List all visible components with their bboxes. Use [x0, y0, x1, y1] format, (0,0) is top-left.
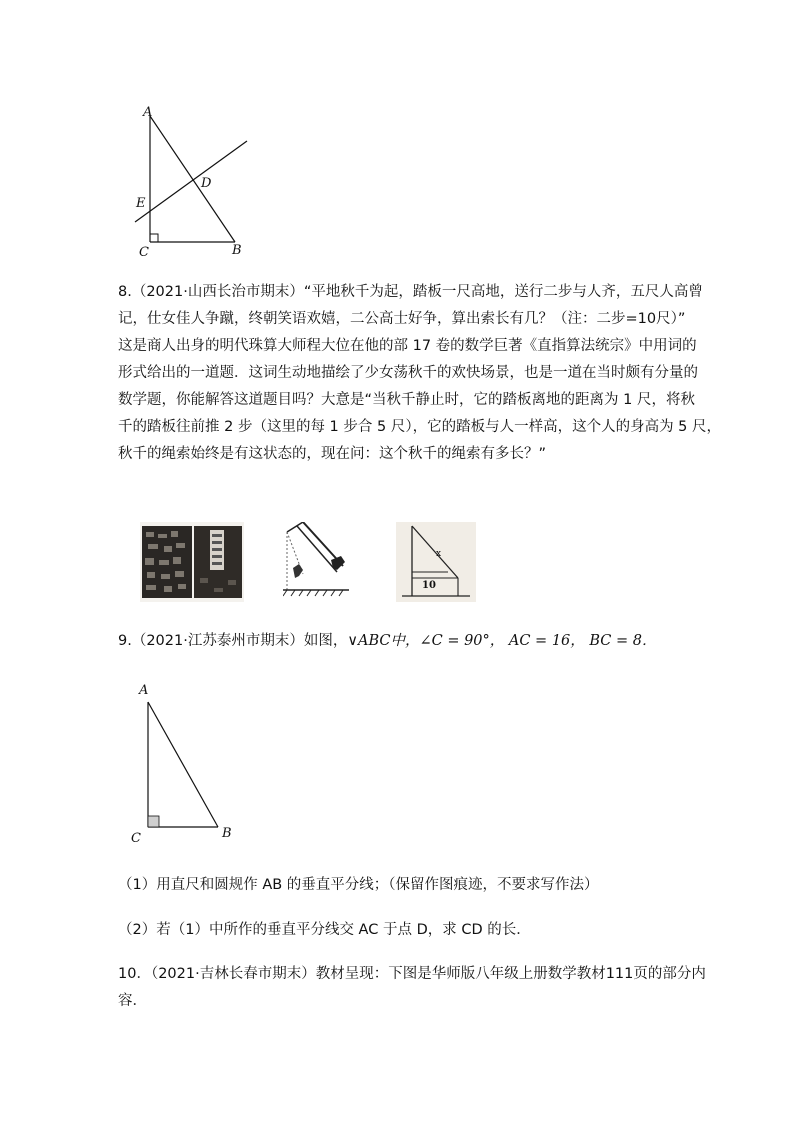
line-de — [135, 141, 247, 222]
right-angle-mark-2 — [148, 816, 159, 827]
q9-stem-prefix: 9.（2021·江苏泰州市期末）如图， — [118, 633, 348, 649]
q9-stem-math: ∨ABC中，∠C = 90°， AC = 16， BC = 8． — [347, 633, 657, 649]
label-e: E — [136, 196, 146, 211]
segment-ab — [150, 116, 235, 242]
question-9-part-1: （1）用直尺和圆规作 AB 的垂直平分线；（保留作图痕迹，不要求写作法） — [118, 877, 599, 893]
label-a-2: A — [139, 683, 149, 698]
diagram-label-10: 10 — [422, 580, 436, 591]
label-b-2: B — [222, 826, 232, 841]
q10-line: 10．（2021·吉林长春市期末）教材呈现：下图是华师版八年级上册数学教材111页的部分内 — [118, 966, 706, 982]
question-8 — [118, 279, 722, 468]
q10-line: 容． — [118, 993, 147, 1009]
swing-illustration — [283, 522, 353, 602]
q8-line: 这是商人出身的明代珠算大师程大位在他的部 17 卷的数学巨著《直指算法统宗》中用词的 — [118, 338, 697, 354]
figure-triangle-ade — [125, 100, 265, 265]
q8-line: 8.（2021·山西长治市期末）“平地秋千为起，踏板一尺高地，送行二步与人齐，五尺人高曾 — [118, 284, 703, 300]
question-9-part-2: （2）若（1）中所作的垂直平分线交 AC 于点 D，求 CD 的长． — [118, 922, 531, 938]
book-photo — [140, 522, 244, 602]
label-c: C — [139, 245, 149, 260]
label-d: D — [201, 176, 212, 191]
label-c-2: C — [131, 831, 141, 846]
q8-line: 数学题，你能解答这道题目吗？大意是“当秋千静止时，它的踏板离地的距离为 1 尺，将秋 — [118, 392, 695, 408]
swing-geometry-diagram — [396, 522, 476, 602]
figure-triangle-abc — [125, 680, 245, 850]
question-10 — [118, 961, 706, 1015]
question-9-stem — [118, 628, 688, 655]
right-angle-mark — [150, 234, 158, 242]
q8-line: 千的踏板往前推 2 步（这里的每 1 步合 5 尺），它的踏板与人一样高，这个人的身高为 5 尺， — [118, 419, 722, 435]
q8-line: 秋千的绳索始终是有这状态的，现在问：这个秋千的绳索有多长？” — [118, 446, 547, 462]
segment-ab-2 — [148, 702, 218, 827]
diagram-label-x: x — [436, 549, 442, 559]
label-b: B — [232, 243, 242, 258]
q8-line: 记，仕女佳人争蹴，终朝笑语欢嬉，二公高士好争，算出索长有几？（注：二步=10尺）” — [118, 311, 686, 327]
label-a: A — [143, 105, 153, 120]
q8-line: 形式给出的一道题．这词生动地描绘了少女荡秋千的欢快场景，也是一道在当时颇有分量的 — [118, 365, 698, 381]
